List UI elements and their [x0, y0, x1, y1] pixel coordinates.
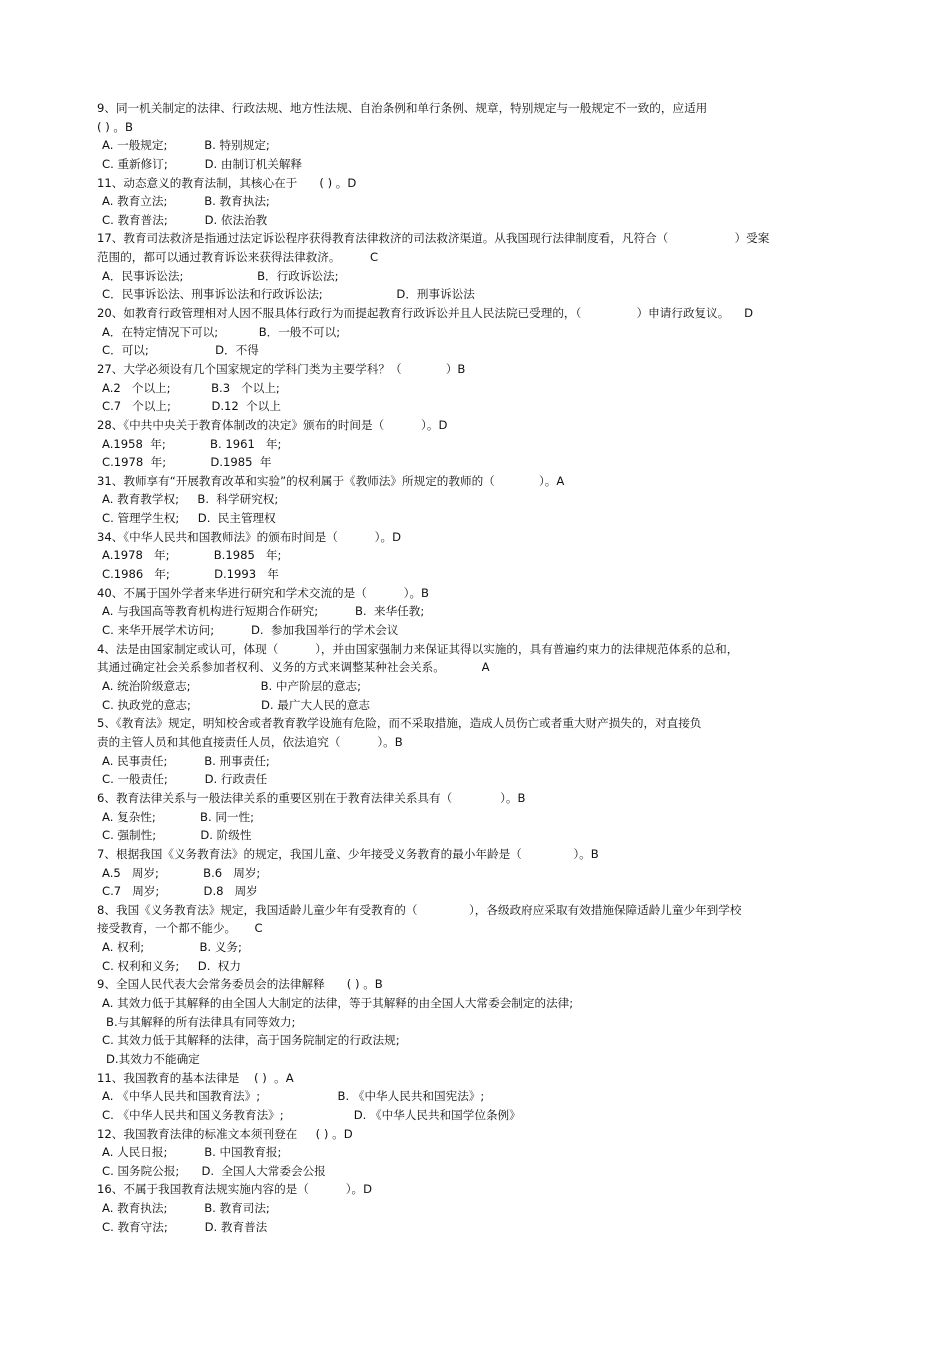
- option-line: C. 其效力低于其解释的法律，高于国务院制定的行政法规;: [102, 1033, 400, 1047]
- option-line: A.1978 年; B.1985 年;: [102, 548, 282, 562]
- option-line: A．民事诉讼法; B．行政诉讼法;: [102, 269, 339, 283]
- option-line: A. 复杂性; B. 同一性;: [102, 810, 255, 824]
- question-text: 9、全国人民代表大会常务委员会的法律解释 ( ) 。B: [97, 977, 383, 991]
- question-text: 9、同一机关制定的法律、行政法规、地方性法规、自治条例和单行条例、规章，特别规定与一般规定不一致的，应适用: [97, 101, 708, 115]
- question-text: 40、不属于国外学者来华进行研究和学术交流的是（ ）。B: [97, 586, 430, 600]
- option-line: A. 《中华人民共和国教育法》; B. 《中华人民共和国宪法》;: [102, 1089, 485, 1103]
- question-text: 31、教师享有“开展教育改革和实验”的权利属于《教师法》所规定的教师的（ ）。A: [97, 474, 565, 488]
- option-line: A. 人民日报; B. 中国教育报;: [102, 1145, 282, 1159]
- option-line: C. 执政党的意志; D. 最广大人民的意志: [102, 698, 371, 712]
- option-line: A. 权利; B. 义务;: [102, 940, 242, 954]
- question-text: 范围的，都可以通过教育诉讼来获得法律救济。 C: [97, 250, 379, 264]
- option-line: C.1986 年; D.1993 年: [102, 567, 279, 581]
- option-line: C.1978 年; D.1985 年: [102, 455, 272, 469]
- option-line: A. 民事责任; B. 刑事责任;: [102, 754, 270, 768]
- option-line: A. 教育执法; B. 教育司法;: [102, 1201, 270, 1215]
- option-line: A. 统治阶级意志; B. 中产阶层的意志;: [102, 679, 361, 693]
- option-line: C. 教育普法; D. 依法治教: [102, 213, 268, 227]
- question-text: 16、不属于我国教育法规实施内容的是（ ）。D: [97, 1182, 373, 1196]
- option-line: C.7 周岁; D.8 周岁: [102, 884, 258, 898]
- option-line: C. 强制性; D. 阶级性: [102, 828, 252, 842]
- question-text: 34、《中华人民共和国教师法》的颁布时间是（ ）。D: [97, 530, 401, 544]
- option-line: C.7 个以上; D.12 个以上: [102, 399, 281, 413]
- question-text: 4、法是由国家制定或认可，体现（ ），并由国家强制力来保证其得以实施的，具有普遍约束力的法律规范体系的总和，: [97, 642, 739, 656]
- option-line: C. 一般责任; D. 行政责任: [102, 772, 268, 786]
- option-line: C．可以; D．不得: [102, 343, 259, 357]
- option-line: C．民事诉讼法、刑事诉讼法和行政诉讼法; D．刑事诉讼法: [102, 287, 475, 301]
- option-line: C. 教育守法; D. 教育普法: [102, 1220, 268, 1234]
- option-line: D.其效力不能确定: [106, 1052, 200, 1066]
- question-text: 责的主管人员和其他直接责任人员，依法追究（ ）。B: [97, 735, 403, 749]
- option-line: C. 《中华人民共和国义务教育法》; D. 《中华人民共和国学位条例》: [102, 1108, 521, 1122]
- option-line: A. 一般规定; B. 特别规定;: [102, 138, 270, 152]
- option-line: C. 权利和义务; D. 权力: [102, 959, 241, 973]
- option-line: A.1958 年; B. 1961 年;: [102, 437, 282, 451]
- option-line: A. 与我国高等教育机构进行短期合作研究; B. 来华任教;: [102, 604, 425, 618]
- option-line: C. 国务院公报; D. 全国人大常委会公报: [102, 1164, 326, 1178]
- question-text: 6、教育法律关系与一般法律关系的重要区别在于教育法律关系具有（ ）。B: [97, 791, 526, 805]
- question-text: 5、《教育法》规定，明知校舍或者教育教学设施有危险，而不采取措施，造成人员伤亡或者重大财产损失的，对直接负: [97, 716, 702, 730]
- question-text: 7、根据我国《义务教育法》的规定，我国儿童、少年接受义务教育的最小年龄是（ ）。B: [97, 847, 599, 861]
- question-text: 接受教育，一个都不能少。 C: [97, 921, 263, 935]
- option-line: A．在特定情况下可以; B．一般不可以;: [102, 325, 341, 339]
- question-text: 其通过确定社会关系参加者权利、义务的方式来调整某种社会关系。 A: [97, 660, 490, 674]
- option-line: C. 管理学生权; D. 民主管理权: [102, 511, 276, 525]
- option-line: A.5 周岁; B.6 周岁;: [102, 866, 261, 880]
- option-line: C. 重新修订; D. 由制订机关解释: [102, 157, 303, 171]
- option-line: C. 来华开展学术访问; D. 参加我国举行的学术会议: [102, 623, 399, 637]
- question-text: 27、大学必须设有几个国家规定的学科门类为主要学科？（ ）B: [97, 362, 466, 376]
- option-line: A. 教育教学权; B. 科学研究权;: [102, 492, 279, 506]
- option-line: B.与其解释的所有法律具有同等效力;: [106, 1015, 296, 1029]
- question-text: 20、如教育行政管理相对人因不服具体行政行为而提起教育行政诉讼并且人民法院已受理的，（ ）申请行政复议。 D: [97, 306, 753, 320]
- option-line: A. 其效力低于其解释的由全国人大制定的法律，等于其解释的由全国人大常委会制定的法律;: [102, 996, 574, 1010]
- option-line: A.2 个以上; B.3 个以上;: [102, 381, 280, 395]
- question-text: 11、我国教育的基本法律是 ( ) 。A: [97, 1071, 294, 1085]
- answer-line: ( ) 。B: [97, 120, 133, 134]
- option-line: A. 教育立法; B. 教育执法;: [102, 194, 270, 208]
- question-text: 8、我国《义务教育法》规定，我国适龄儿童少年有受教育的（ ），各级政府应采取有效措施保障适龄儿童少年到学校: [97, 903, 742, 917]
- question-text: 17、教育司法救济是指通过法定诉讼程序获得教育法律救济的司法救济渠道。从我国现行法律制度看，凡符合（ ）受案: [97, 231, 770, 245]
- question-text: 28、《中共中央关于教育体制改的决定》颁布的时间是（ ）。D: [97, 418, 448, 432]
- question-text: 12、我国教育法律的标准文本须刊登在 ( ) 。D: [97, 1127, 353, 1141]
- question-text: 11、动态意义的教育法制，其核心在于 ( ) 。D: [97, 176, 357, 190]
